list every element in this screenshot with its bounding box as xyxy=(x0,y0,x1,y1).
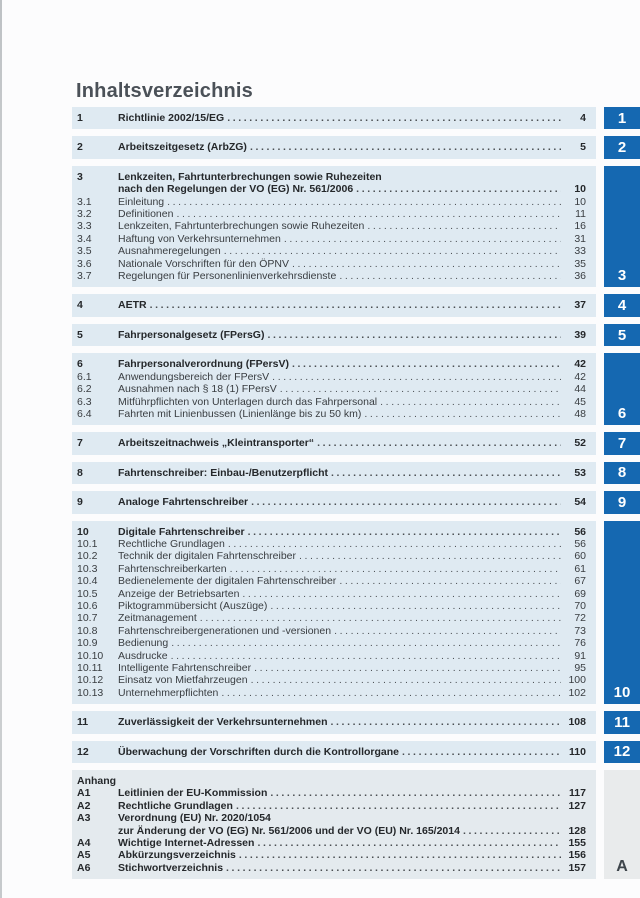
entry-page-number: 36 xyxy=(574,270,586,283)
entry-page-number: 127 xyxy=(568,799,586,812)
page-title: Inhaltsverzeichnis xyxy=(76,80,253,102)
entry-page-number: 61 xyxy=(574,562,586,575)
entry-title: Regelungen für Personenlinienverkehrsdienste xyxy=(118,270,337,283)
entry-title: Piktogrammübersicht (Auszüge) xyxy=(118,599,268,612)
dot-leader xyxy=(228,538,561,550)
entry-page-number: 37 xyxy=(574,299,586,312)
scan-edge-artifact xyxy=(0,0,2,898)
toc-entry xyxy=(77,396,586,408)
entry-page-number: 155 xyxy=(568,837,586,850)
toc-entry xyxy=(77,600,586,612)
entry-page-number: 156 xyxy=(568,849,586,862)
entry-title: Leitlinien der EU-Kommission xyxy=(118,787,268,800)
toc-entry xyxy=(77,825,586,837)
toc-entry xyxy=(77,112,586,124)
dot-leader xyxy=(200,612,561,624)
toc-section-2 xyxy=(72,136,596,158)
entry-title: Ausnahmeregelungen xyxy=(118,245,221,258)
toc-entry xyxy=(77,812,586,824)
toc-section-11 xyxy=(72,711,596,733)
entry-title: Anzeige der Betriebsarten xyxy=(118,587,240,600)
side-tab-label: 8 xyxy=(617,464,627,482)
entry-title: Ausdrucke xyxy=(118,649,168,662)
toc-section-7 xyxy=(72,432,596,454)
entry-number: 9 xyxy=(77,496,83,509)
entry-number: 10.8 xyxy=(77,624,98,637)
toc-entry xyxy=(77,550,586,562)
entry-number: 6.4 xyxy=(77,407,92,420)
toc-entry xyxy=(77,625,586,637)
entry-number: 3.3 xyxy=(77,220,92,233)
toc-section-8 xyxy=(72,462,596,484)
entry-number: 12 xyxy=(77,745,89,758)
entry-title: nach den Regelungen der VO (EG) Nr. 561/2006 xyxy=(118,183,354,196)
entry-title: Bedienelemente der digitalen Fahrtenschreiber xyxy=(118,575,337,588)
entry-title: Bedienung xyxy=(118,637,169,650)
toc-section-A xyxy=(72,770,596,879)
toc-section-3 xyxy=(72,166,596,288)
side-tab-label: 11 xyxy=(614,713,630,731)
entry-title: Zeitmanagement xyxy=(118,612,197,625)
entry-number: 3.7 xyxy=(77,270,92,283)
dot-leader xyxy=(402,746,561,758)
dot-leader xyxy=(251,496,561,508)
dot-leader xyxy=(272,371,561,383)
dot-leader xyxy=(331,467,561,479)
entry-page-number: 56 xyxy=(574,537,586,550)
entry-title: Analoge Fahrtenschreiber xyxy=(118,496,249,509)
entry-number: 3 xyxy=(77,170,83,183)
entry-number: 3.4 xyxy=(77,232,92,245)
entry-number: 7 xyxy=(77,437,83,450)
dot-leader xyxy=(171,637,561,649)
entry-number: 6.2 xyxy=(77,383,92,396)
entry-page-number: 45 xyxy=(574,395,586,408)
side-tab-4 xyxy=(604,294,640,316)
entry-title: Fahrpersonalgesetz (FPersG) xyxy=(118,328,265,341)
entry-title: Lenkzeiten, Fahrtunterbrechungen sowie Ruhezeiten xyxy=(118,220,365,233)
side-tab-1 xyxy=(604,107,640,129)
toc-entry xyxy=(77,196,586,208)
entry-page-number: 72 xyxy=(574,612,586,625)
dot-leader xyxy=(317,437,561,449)
entry-number: Anhang xyxy=(77,775,117,788)
dot-leader xyxy=(331,716,561,728)
entry-title: Zuverlässigkeit der Verkehrsunternehmen xyxy=(118,716,328,729)
entry-title: Einleitung xyxy=(118,195,165,208)
toc-entry xyxy=(77,171,586,183)
toc-content xyxy=(72,107,596,886)
entry-title: Mitführpflichten von Unterlagen durch das Fahrpersonal xyxy=(118,395,378,408)
entry-number: 10 xyxy=(77,525,89,538)
entry-page-number: 128 xyxy=(568,824,586,837)
toc-section-4 xyxy=(72,294,596,316)
entry-number: 4 xyxy=(77,299,83,312)
entry-title: Technik der digitalen Fahrtenschreiber xyxy=(118,550,297,563)
entry-page-number: 56 xyxy=(574,525,586,538)
entry-number: 6 xyxy=(77,358,83,371)
toc-entry xyxy=(77,637,586,649)
entry-title: Intelligente Fahrtenschreiber xyxy=(118,662,252,674)
side-tab-label: 6 xyxy=(617,405,627,423)
dot-leader xyxy=(292,358,561,370)
entry-page-number: 53 xyxy=(574,466,586,479)
entry-title: Unternehmerpflichten xyxy=(118,686,219,699)
toc-entry xyxy=(77,371,586,383)
toc-entry xyxy=(77,220,586,232)
entry-number: 10.5 xyxy=(77,587,98,600)
entry-title: Einsatz von Mietfahrzeugen xyxy=(118,674,248,687)
toc-entry xyxy=(77,383,586,395)
toc-section-10 xyxy=(72,521,596,705)
toc-entry xyxy=(77,408,586,420)
dot-leader xyxy=(356,183,561,195)
entry-page-number: 73 xyxy=(574,624,586,637)
entry-number: A2 xyxy=(77,799,91,812)
entry-number: A4 xyxy=(77,837,91,850)
side-tab-label: 3 xyxy=(617,267,627,285)
toc-entry xyxy=(77,563,586,575)
entry-title: AETR xyxy=(118,299,147,312)
side-tab-label: 5 xyxy=(617,326,627,344)
entry-page-number: 110 xyxy=(569,745,586,758)
dot-leader xyxy=(251,674,561,686)
toc-entry xyxy=(77,270,586,282)
dot-leader xyxy=(284,233,561,245)
toc-entry xyxy=(77,746,586,758)
dot-leader xyxy=(280,383,561,395)
side-tab-12 xyxy=(604,741,640,763)
side-tab-label: 4 xyxy=(617,297,627,315)
entry-number: 10.10 xyxy=(77,649,104,662)
dot-leader xyxy=(171,650,561,662)
dot-leader xyxy=(267,329,561,341)
dot-leader xyxy=(299,550,561,562)
entry-title: Definitionen xyxy=(118,208,174,221)
dot-leader xyxy=(367,220,561,232)
toc-entry xyxy=(77,467,586,479)
entry-title: zur Änderung der VO (EG) Nr. 561/2006 und der VO (EU) Nr. 165/2014 xyxy=(118,824,460,837)
side-tab-label: 9 xyxy=(617,493,627,511)
side-tab-label: 2 xyxy=(617,139,627,157)
entry-page-number: 39 xyxy=(574,328,586,341)
entry-title: Lenkzeiten, Fahrtunterbrechungen sowie Ruhezeiten xyxy=(118,170,382,183)
entry-title: Digitale Fahrtenschreiber xyxy=(118,525,245,538)
entry-number: A5 xyxy=(77,849,91,862)
entry-page-number: 44 xyxy=(574,383,586,396)
entry-number: 6.1 xyxy=(77,370,92,383)
toc-entry xyxy=(77,258,586,270)
side-tab-5 xyxy=(604,324,640,346)
entry-number: 10.13 xyxy=(77,686,104,699)
dot-leader xyxy=(150,299,561,311)
toc-entry xyxy=(77,588,586,600)
side-tab-6 xyxy=(604,353,640,425)
toc-entry xyxy=(77,674,586,686)
entry-page-number: 42 xyxy=(574,370,586,383)
side-tab-9 xyxy=(604,491,640,513)
toc-section-12 xyxy=(72,741,596,763)
entry-page-number: 10 xyxy=(574,195,586,208)
entry-page-number: 69 xyxy=(574,587,586,600)
entry-number: 3.6 xyxy=(77,257,92,270)
toc-entry xyxy=(77,538,586,550)
entry-title: Fahrtenschreiber: Einbau-/Benutzerpflicht xyxy=(118,466,329,479)
entry-page-number: 42 xyxy=(574,358,586,371)
entry-number: 1 xyxy=(77,112,83,124)
entry-page-number: 10 xyxy=(574,183,586,196)
toc-entry xyxy=(77,141,586,153)
entry-page-number: 31 xyxy=(574,232,586,245)
toc-entry xyxy=(77,662,586,674)
side-tab-A xyxy=(604,770,640,879)
toc-entry xyxy=(77,208,586,220)
toc-entry xyxy=(77,437,586,449)
entry-title: Nationale Vorschriften für den ÖPNV xyxy=(118,257,290,270)
toc-entry xyxy=(77,787,586,799)
entry-page-number: 5 xyxy=(580,141,586,154)
entry-page-number: 48 xyxy=(574,407,586,420)
dot-leader xyxy=(463,825,561,837)
entry-page-number: 11 xyxy=(575,208,586,221)
toc-entry xyxy=(77,299,586,311)
toc-entry xyxy=(77,526,586,538)
entry-title: Ausnahmen nach § 18 (1) FPersV xyxy=(118,383,277,396)
side-tab-label: A xyxy=(616,858,628,876)
entry-page-number: 33 xyxy=(574,245,586,258)
entry-title: Abkürzungsverzeichnis xyxy=(118,849,236,862)
entry-number: 2 xyxy=(77,141,83,154)
entry-page-number: 54 xyxy=(574,496,586,509)
entry-number: 8 xyxy=(77,466,83,479)
side-tab-10 xyxy=(604,521,640,705)
dot-leader xyxy=(257,837,561,849)
dot-leader xyxy=(270,600,561,612)
entry-page-number: 100 xyxy=(568,674,586,687)
side-tab-label: 1 xyxy=(617,109,627,127)
dot-leader xyxy=(254,662,561,674)
entry-page-number: 117 xyxy=(569,787,586,800)
entry-page-number: 91 xyxy=(574,649,586,662)
entry-page-number: 60 xyxy=(574,550,586,563)
entry-page-number: 52 xyxy=(574,437,586,450)
side-tab-label: 10 xyxy=(613,684,631,702)
toc-entry xyxy=(77,329,586,341)
dot-leader xyxy=(242,588,561,600)
toc-entry xyxy=(77,687,586,699)
entry-number: 5 xyxy=(77,328,83,341)
dot-leader xyxy=(339,270,561,282)
entry-title: Richtlinie 2002/15/EG xyxy=(118,112,225,124)
entry-title: Arbeitszeitnachweis „Kleintransporter“ xyxy=(118,437,315,450)
side-tab-label: 12 xyxy=(613,743,631,761)
toc-entry xyxy=(77,716,586,728)
toc-section-5 xyxy=(72,324,596,346)
dot-leader xyxy=(364,408,561,420)
entry-page-number: 67 xyxy=(574,575,586,588)
entry-title: Haftung von Verkehrsunternehmen xyxy=(118,232,281,245)
entry-title: Wichtige Internet-Adressen xyxy=(118,837,255,850)
entry-page-number: 108 xyxy=(568,716,586,729)
entry-number: 3.1 xyxy=(77,195,92,208)
entry-title: Rechtliche Grundlagen xyxy=(118,537,225,550)
entry-number: 10.9 xyxy=(77,637,98,650)
entry-number: A1 xyxy=(77,787,91,800)
entry-title: Verordnung (EU) Nr. 2020/1054 xyxy=(118,812,271,825)
toc-entry xyxy=(77,183,586,195)
dot-leader xyxy=(230,563,561,575)
dot-leader xyxy=(221,687,561,699)
side-tab-3 xyxy=(604,166,640,288)
entry-page-number: 95 xyxy=(574,662,586,674)
dot-leader xyxy=(176,208,561,220)
side-tab-7 xyxy=(604,432,640,454)
toc-entry xyxy=(77,775,586,787)
entry-number: 10.4 xyxy=(77,575,98,588)
dot-leader xyxy=(167,196,561,208)
toc-entry xyxy=(77,612,586,624)
dot-leader xyxy=(224,245,561,257)
dot-leader xyxy=(270,787,561,799)
toc-entry xyxy=(77,233,586,245)
dot-leader xyxy=(248,526,561,538)
entry-number: 10.1 xyxy=(77,537,98,550)
toc-entry xyxy=(77,575,586,587)
dot-leader xyxy=(339,575,561,587)
entry-number: 10.7 xyxy=(77,612,98,625)
side-tab-label: 7 xyxy=(617,435,627,453)
entry-page-number: 70 xyxy=(574,599,586,612)
toc-entry xyxy=(77,849,586,861)
toc-entry xyxy=(77,496,586,508)
entry-title: Fahrpersonalverordnung (FPersV) xyxy=(118,358,289,371)
entry-page-number: 76 xyxy=(574,637,586,650)
entry-page-number: 4 xyxy=(580,112,586,124)
entry-title: Fahrten mit Linienbussen (Linienlänge bis zu 50 km) xyxy=(118,407,362,420)
entry-title: Arbeitszeitgesetz (ArbZG) xyxy=(118,141,247,154)
entry-page-number: 35 xyxy=(574,257,586,270)
entry-title: Stichwortverzeichnis xyxy=(118,861,224,874)
toc-entry xyxy=(77,837,586,849)
toc-section-6 xyxy=(72,353,596,425)
dot-leader xyxy=(227,112,561,124)
side-tab-2 xyxy=(604,136,640,158)
dot-leader xyxy=(236,800,561,812)
entry-title: Überwachung der Vorschriften durch die Kontrollorgane xyxy=(118,745,400,758)
entry-number: 10.6 xyxy=(77,599,98,612)
entry-number: 3.5 xyxy=(77,245,92,258)
toc-section-1 xyxy=(72,107,596,129)
entry-number: 3.2 xyxy=(77,208,92,221)
dot-leader xyxy=(226,862,561,874)
entry-title: Anwendungsbereich der FPersV xyxy=(118,370,270,383)
side-tab-8 xyxy=(604,462,640,484)
dot-leader xyxy=(334,625,561,637)
dot-leader xyxy=(250,141,561,153)
side-tab-11 xyxy=(604,711,640,733)
toc-entry xyxy=(77,862,586,874)
entry-page-number: 16 xyxy=(574,220,586,233)
entry-number: 10.11 xyxy=(77,662,103,674)
toc-entry xyxy=(77,800,586,812)
dot-leader xyxy=(380,396,561,408)
dot-leader xyxy=(239,849,561,861)
entry-title: Rechtliche Grundlagen xyxy=(118,799,233,812)
entry-number: 6.3 xyxy=(77,395,92,408)
toc-section-9 xyxy=(72,491,596,513)
entry-title: Fahrtenschreiberkarten xyxy=(118,562,227,575)
toc-entry xyxy=(77,650,586,662)
toc-entry xyxy=(77,245,586,257)
entry-number: 11 xyxy=(77,716,89,729)
dot-leader xyxy=(292,258,561,270)
entry-number: A3 xyxy=(77,812,91,825)
entry-title: Fahrtenschreibergenerationen und -versionen xyxy=(118,624,332,637)
toc-entry xyxy=(77,358,586,370)
entry-number: 10.2 xyxy=(77,550,98,563)
entry-number: 10.3 xyxy=(77,562,98,575)
entry-page-number: 102 xyxy=(568,686,586,699)
entry-number: A6 xyxy=(77,861,91,874)
entry-number: 10.12 xyxy=(77,674,104,687)
entry-page-number: 157 xyxy=(568,861,586,874)
